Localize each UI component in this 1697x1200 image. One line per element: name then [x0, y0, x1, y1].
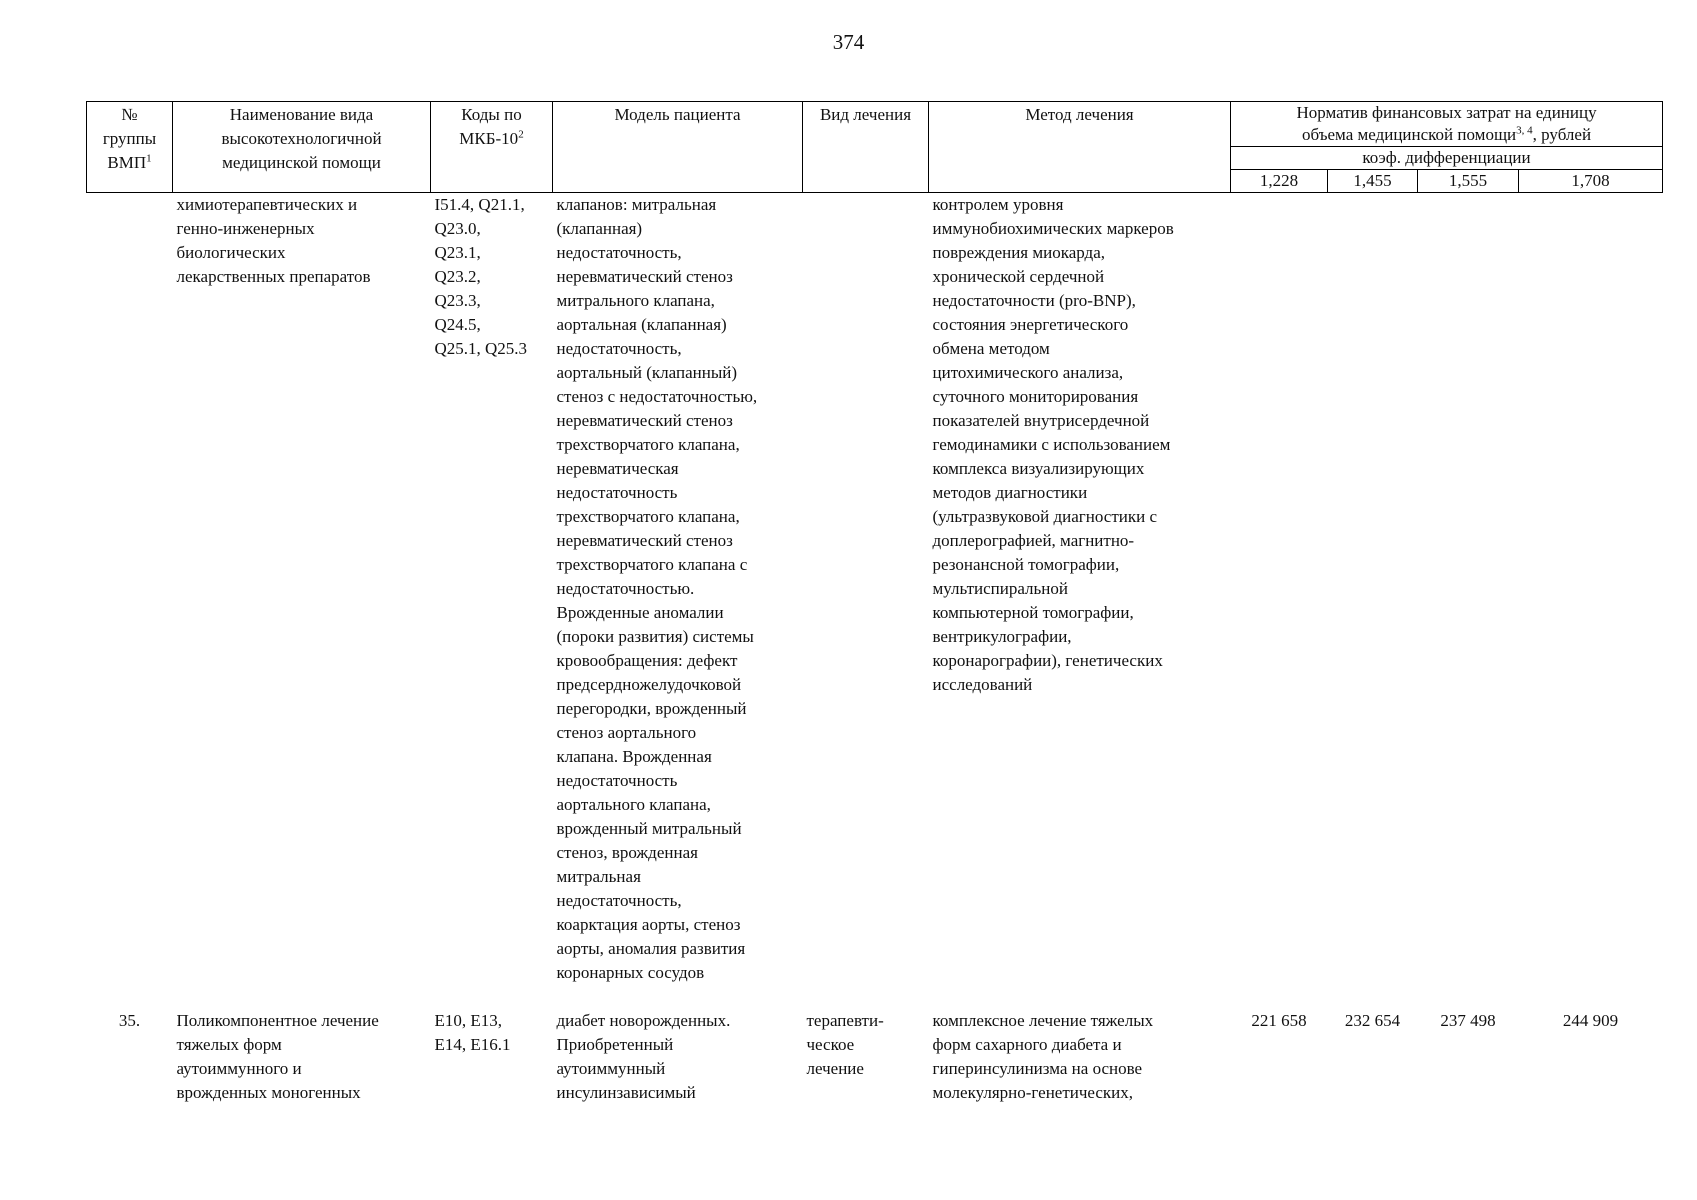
cell-norm-value: 232 654 — [1344, 1011, 1401, 1030]
text-line: показателей внутрисердечной — [932, 411, 1150, 430]
text-line: трехстворчатого клапана, — [556, 507, 740, 526]
text-line: Q23.2, — [434, 267, 481, 286]
text-line: гемодинамики с использованием — [932, 435, 1171, 454]
text-line: E10, E13, — [434, 1011, 503, 1030]
cell-icd-codes — [431, 1009, 553, 1105]
page-number: 374 — [832, 30, 865, 54]
text-line: врожденный митральный — [556, 819, 742, 838]
text-line: клапанов: митральная — [556, 195, 717, 214]
text-line: тяжелых форм — [176, 1035, 282, 1054]
text-line: недостаточностью. — [556, 579, 695, 598]
cell-treatment-method — [929, 1009, 1231, 1105]
header-financial-norm: Норматив финансовых затрат на единицу объема медицинской помощи$^{3, 4}$, рублей — [1231, 102, 1663, 147]
text-line: аутоиммунный — [556, 1059, 666, 1078]
text-line: цитохимического анализа, — [932, 363, 1124, 382]
cell-treatment-type — [803, 193, 929, 986]
text-line: резонансной томографии, — [932, 555, 1120, 574]
text-line: кровообращения: дефект — [556, 651, 738, 670]
text-line: трехстворчатого клапана, — [556, 435, 740, 454]
text-line: неревматическая — [556, 459, 679, 478]
text-line: стеноз аортального — [556, 723, 697, 742]
text-line: Q25.1, Q25.3 — [434, 339, 528, 358]
text-line: доплерографией, магнитно- — [932, 531, 1135, 550]
cell-care-type-name — [173, 193, 431, 986]
text-line: стеноз с недостаточностью, — [556, 387, 758, 406]
text-line: коронарных сосудов — [556, 963, 705, 982]
text-line: коарктация аорты, стеноз — [556, 915, 741, 934]
text-line: аортального клапана, — [556, 795, 711, 814]
text-line: аутоиммунного и — [176, 1059, 302, 1078]
text-line: (пороки развития) системы — [556, 627, 754, 646]
text-line: мультиспиральной — [932, 579, 1068, 598]
cell-norm-value — [1231, 193, 1328, 986]
text-line: Приобретенный — [556, 1035, 674, 1054]
text-line: исследований — [932, 675, 1033, 694]
cell-treatment-type — [803, 1009, 929, 1105]
text-line: недостаточность, — [556, 339, 682, 358]
cell-norm-value: 237 498 — [1440, 1011, 1496, 1030]
text-line: компьютерной томографии, — [932, 603, 1134, 622]
cell-norm-value: 221 658 — [1251, 1011, 1307, 1030]
text-line: неревматический стеноз — [556, 267, 733, 286]
text-line: методов диагностики — [932, 483, 1088, 502]
row-spacer — [87, 985, 1663, 1009]
cell-norm-value — [1328, 193, 1418, 986]
text-line: неревматический стеноз — [556, 531, 733, 550]
text-line: форм сахарного диабета и — [932, 1035, 1122, 1054]
text-line: недостаточности (pro-BNP), — [932, 291, 1136, 310]
cell-icd-codes — [431, 193, 553, 986]
text-line: (клапанная) — [556, 219, 643, 238]
text-line: повреждения миокарда, — [932, 243, 1105, 262]
header-care-type-name: Наименование вида высокотехнологичной медицинской помощи — [173, 102, 431, 193]
text-line: недостаточность, — [556, 891, 682, 910]
text-line: Q24.5, — [434, 315, 481, 334]
text-line: стеноз, врожденная — [556, 843, 698, 862]
text-line: Врожденные аномалии — [556, 603, 724, 622]
text-line: предсердножелудочковой — [556, 675, 742, 694]
header-group-number: № группы ВМП$^1$ — [87, 102, 173, 193]
header-patient-model: Модель пациента — [553, 102, 803, 193]
header-coef-value: 1,455 — [1328, 170, 1418, 193]
text-line: трехстворчатого клапана с — [556, 555, 748, 574]
table-row — [87, 193, 1663, 986]
text-line: комплекса визуализирующих — [932, 459, 1145, 478]
text-line: состояния энергетического — [932, 315, 1129, 334]
text-line: Q23.0, — [434, 219, 481, 238]
table-row — [87, 1009, 1663, 1105]
table-body — [87, 193, 1663, 1106]
text-line: митральная — [556, 867, 641, 886]
text-line: коронарографии), генетических — [932, 651, 1163, 670]
text-line: клапана. Врожденная — [556, 747, 712, 766]
text-line: инсулинзависимый — [556, 1083, 696, 1102]
text-line: аортальный (клапанный) — [556, 363, 738, 382]
text-line: лечение — [806, 1059, 864, 1078]
text-line: гиперинсулинизма на основе — [932, 1059, 1143, 1078]
text-line: биологических — [176, 243, 286, 262]
cell-treatment-method — [929, 193, 1231, 986]
text-line: контролем уровня — [932, 195, 1064, 214]
text-line: перегородки, врожденный — [556, 699, 747, 718]
text-line: ческое — [806, 1035, 855, 1054]
text-line: Поликомпонентное лечение — [176, 1011, 379, 1030]
text-line: обмена методом — [932, 339, 1050, 358]
text-line: Q23.3, — [434, 291, 481, 310]
text-line: вентрикулографии, — [932, 627, 1072, 646]
cell-care-type-name — [173, 1009, 431, 1105]
vmp-table — [86, 101, 1663, 1105]
text-line: недостаточность — [556, 771, 678, 790]
cell-norm-value — [1519, 193, 1663, 986]
cell-patient-model — [553, 1009, 803, 1105]
text-line: неревматический стеноз — [556, 411, 733, 430]
text-line: суточного мониторирования — [932, 387, 1139, 406]
text-line: хронической сердечной — [932, 267, 1105, 286]
text-line: митрального клапана, — [556, 291, 715, 310]
text-line: врожденных моногенных — [176, 1083, 361, 1102]
text-line: недостаточность, — [556, 243, 682, 262]
table-header — [87, 102, 1663, 193]
text-line: I51.4, Q21.1, — [434, 195, 525, 214]
header-treatment-method: Метод лечения — [929, 102, 1231, 193]
header-coef-value: 1,228 — [1231, 170, 1328, 193]
text-line: химиотерапевтических и — [176, 195, 358, 214]
text-line: лекарственных препаратов — [176, 267, 371, 286]
text-line: недостаточность — [556, 483, 678, 502]
text-line: иммунобиохимических маркеров — [932, 219, 1174, 238]
text-line: генно-инженерных — [176, 219, 315, 238]
text-line: диабет новорожденных. — [556, 1011, 731, 1030]
text-line: E14, E16.1 — [434, 1035, 511, 1054]
header-icd-codes: Коды по МКБ-$10^2$ — [431, 102, 553, 193]
text-line: молекулярно-генетических, — [932, 1083, 1134, 1102]
text-line: комплексное лечение тяжелых — [932, 1011, 1154, 1030]
text-line: аорты, аномалия развития — [556, 939, 746, 958]
header-coef-value: 1,708 — [1519, 170, 1663, 193]
cell-norm-value: 244 909 — [1562, 1011, 1619, 1030]
text-line: Q23.1, — [434, 243, 481, 262]
cell-norm-value — [1418, 193, 1519, 986]
cell-group-number — [87, 193, 173, 986]
header-coef-value: 1,555 — [1418, 170, 1519, 193]
header-treatment-type: Вид лечения — [803, 102, 929, 193]
cell-patient-model — [553, 193, 803, 986]
text-line: терапевти- — [806, 1011, 884, 1030]
text-line: аортальная (клапанная) — [556, 315, 727, 334]
cell-group-number: 35. — [118, 1011, 141, 1030]
header-coef-label: коэф. дифференциации — [1231, 147, 1663, 170]
text-line: (ультразвуковой диагностики с — [932, 507, 1158, 526]
